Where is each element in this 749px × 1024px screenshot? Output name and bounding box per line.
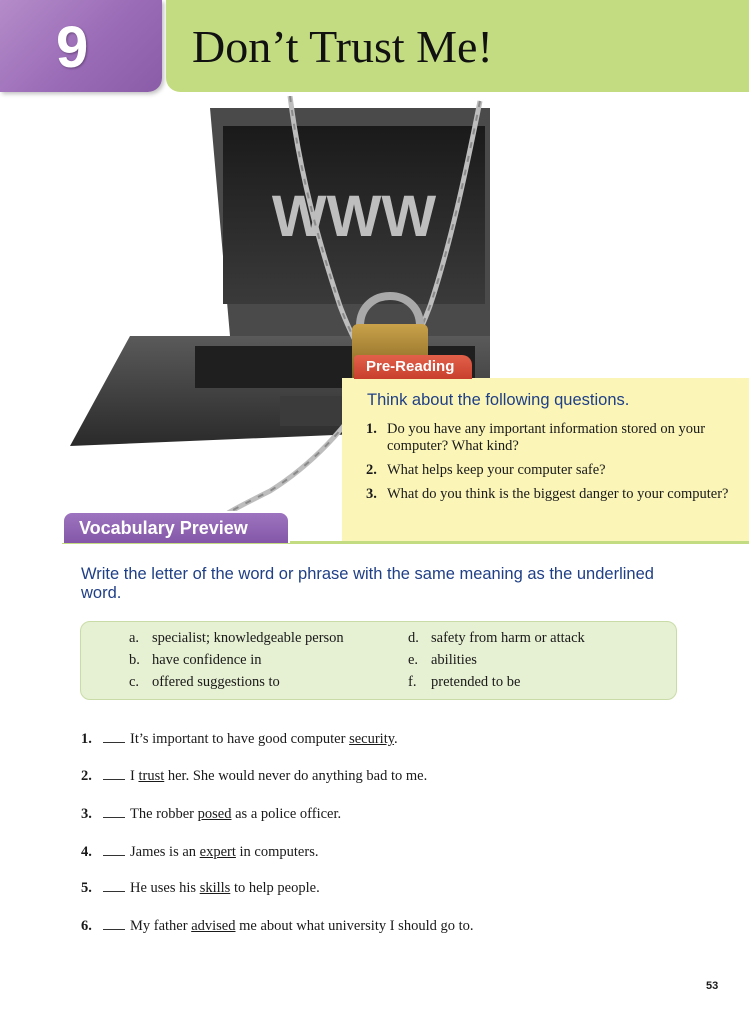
answer-choices-box: [80, 621, 677, 700]
choice-letter: d.: [408, 630, 419, 646]
pre-reading-questions: [366, 421, 736, 510]
choice-text: have confidence in: [152, 652, 262, 668]
answer-blank[interactable]: [103, 918, 125, 930]
choice-text: specialist; knowledgeable person: [152, 630, 344, 646]
exercise-text: My father advised me about what university I should go to.: [130, 918, 474, 934]
exercise-item: [81, 880, 701, 897]
exercise-text: He uses his skills to help people.: [130, 880, 320, 896]
underlined-word: posed: [197, 806, 232, 822]
answer-blank[interactable]: [103, 880, 125, 892]
exercise-text: I trust her. She would never do anything bad to me.: [130, 768, 428, 784]
pre-reading-tab: Pre-Reading: [354, 355, 472, 379]
question-number: 2.: [366, 462, 377, 478]
underlined-word: expert: [199, 844, 236, 860]
choice-letter: e.: [408, 652, 419, 668]
answer-choice: [129, 652, 262, 669]
unit-number: 9: [56, 15, 89, 80]
answer-choice: [129, 674, 280, 691]
answer-choice: [408, 674, 520, 691]
pre-reading-question: [366, 462, 736, 479]
vocabulary-tab: Vocabulary Preview: [62, 511, 290, 543]
underlined-word: advised: [191, 918, 236, 934]
choice-letter: f.: [408, 674, 417, 690]
underlined-word: trust: [138, 768, 165, 784]
choice-text: pretended to be: [431, 674, 521, 690]
choice-text: offered suggestions to: [152, 674, 280, 690]
question-text: What helps keep your computer safe?: [387, 462, 606, 478]
choice-text: safety from harm or attack: [431, 630, 585, 646]
exercise-number: 2.: [81, 768, 92, 784]
exercise-number: 4.: [81, 844, 92, 860]
vocabulary-instructions: Write the letter of the word or phrase with the same meaning as the underlined word.: [81, 565, 654, 602]
exercise-text: James is an expert in computers.: [130, 844, 319, 860]
question-text: Do you have any important information stored on your computer? What kind?: [387, 421, 706, 454]
page-number: 53: [706, 980, 719, 992]
pre-reading-question: [366, 486, 736, 503]
answer-choice: [129, 630, 344, 647]
pre-reading-question: [366, 421, 736, 455]
pre-reading-heading: Think about the following questions.: [367, 391, 630, 409]
exercise-number: 5.: [81, 880, 92, 896]
screen-www-text: WWW: [271, 184, 437, 249]
answer-blank[interactable]: [103, 806, 125, 818]
underlined-word: skills: [199, 880, 231, 896]
answer-blank[interactable]: [103, 844, 125, 856]
exercise-item: [81, 731, 701, 748]
exercise-text: The robber posed as a police officer.: [130, 806, 342, 822]
answer-choice: [408, 630, 585, 647]
choice-letter: b.: [129, 652, 140, 668]
answer-choice: [408, 652, 477, 669]
exercise-item: [81, 806, 701, 823]
exercise-item: [81, 844, 701, 861]
exercise-text: It’s important to have good computer security.: [130, 731, 398, 747]
exercise-number: 6.: [81, 918, 92, 934]
choice-letter: c.: [129, 674, 140, 690]
question-number: 1.: [366, 421, 377, 437]
answer-blank[interactable]: [103, 768, 125, 780]
question-text: What do you think is the biggest danger to your computer?: [387, 486, 729, 502]
exercise-number: 3.: [81, 806, 92, 822]
answer-blank[interactable]: [103, 731, 125, 743]
choice-letter: a.: [129, 630, 140, 646]
exercise-number: 1.: [81, 731, 92, 747]
page-title: Don’t Trust Me!: [192, 21, 493, 72]
exercise-item: [81, 918, 701, 935]
choice-text: abilities: [431, 652, 477, 668]
underlined-word: security: [349, 731, 395, 747]
exercise-item: [81, 768, 701, 785]
question-number: 3.: [366, 486, 377, 502]
